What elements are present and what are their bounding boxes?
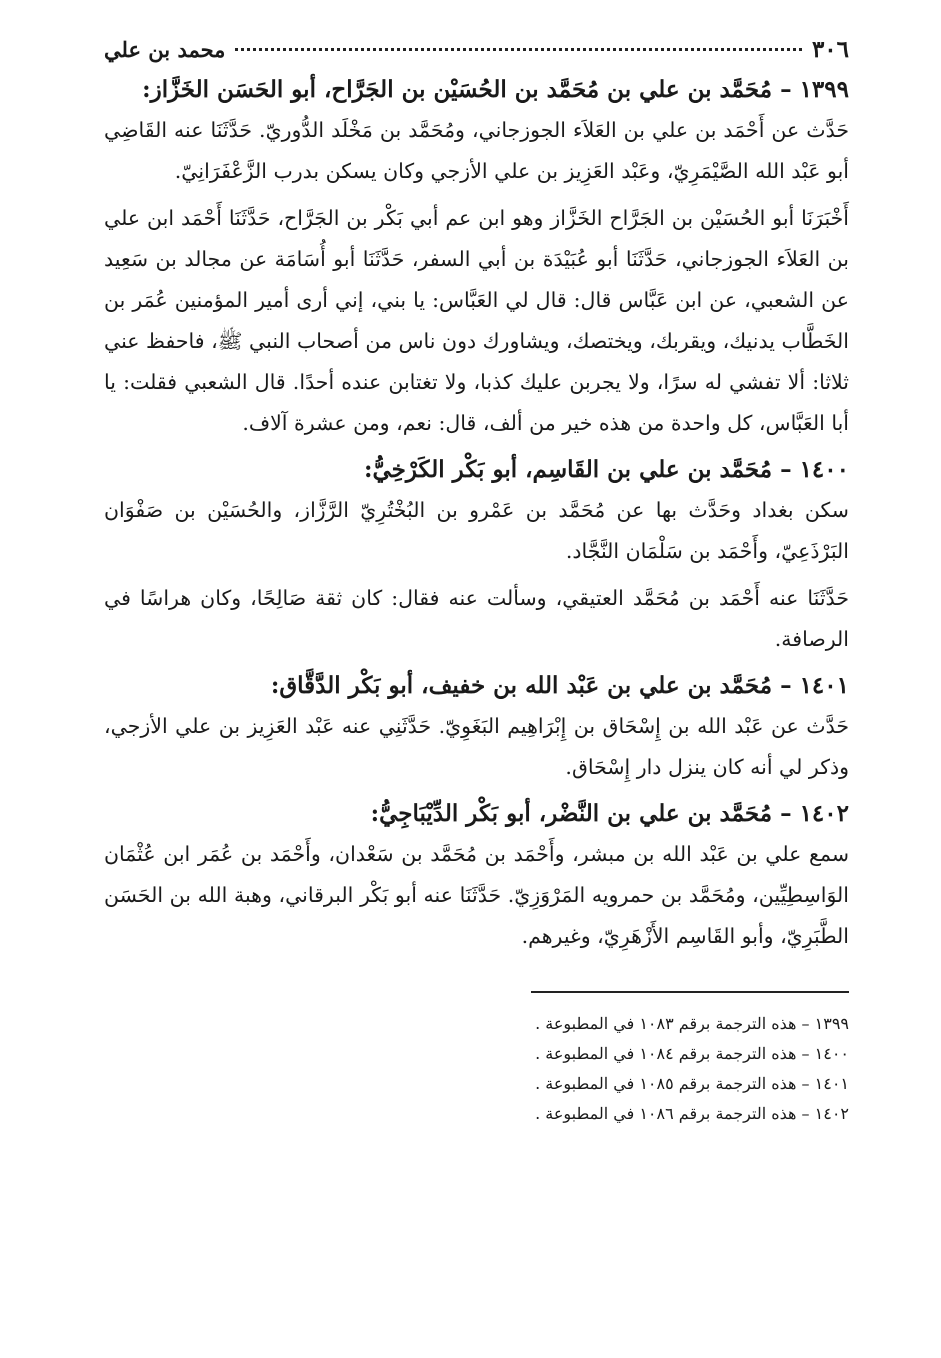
entry-paragraph: حَدَّثَنَا عنه أَحْمَد بن مُحَمَّد العتيقي، وسألت عنه فقال: كان ثقة صَالِحًا، وكان هراسًا في الرصافة. <box>104 586 849 651</box>
entry-title: – مُحَمَّد بن علي بن القَاسِم، أبو بَكْر الكَرْخِيُّ: <box>363 456 792 483</box>
entry-paragraph: سكن بغداد وحَدَّث بها عن مُحَمَّد بن عَمْرو بن البُخْتُرِيّ الرَّزَّاز، والحُسَيْن بن صَفْوَان البَرْذَعِيّ، وأَحْمَد بن سَلْمَان النَّجَّاد. <box>104 498 849 563</box>
footnote-divider <box>531 991 849 993</box>
entry-number: ١٣٩٩ <box>799 76 849 103</box>
entry-heading <box>104 794 849 834</box>
entry-title: – مُحَمَّد بن علي بن النَّضْر، أبو بَكْر الدِّيْبَاجِيُّ: <box>370 800 792 827</box>
entry-paragraph: سمع علي بن عَبْد الله بن مبشر، وأَحْمَد بن مُحَمَّد بن سَعْدان، وأَحْمَد بن عُمَر ابن عُثْمَان الوَاسِطِيِّين، ومُحَمَّد بن حمرويه المَرْوَزِيّ. حَدَّثَنَا عنه أبو بَكْر البرقاني، وهبة الله بن الحَسَن الطَّبَرِيّ، وأبو القَاسِم الأَزْهَرِيّ، وغيرهم. <box>104 842 849 948</box>
entry-title: – مُحَمَّد بن علي بن عَبْد الله بن خفيف، أبو بَكْر الدَّقَّاق: <box>270 672 792 699</box>
footnote: ١٤٠١ – هذه الترجمة برقم ١٠٨٥ في المطبوعة . <box>535 1074 849 1093</box>
entry-1400 <box>104 450 849 660</box>
footnotes <box>104 1009 849 1129</box>
entry-1402 <box>104 794 849 957</box>
running-head <box>104 30 849 70</box>
entry-heading <box>104 666 849 706</box>
entry-title: – مُحَمَّد بن علي بن مُحَمَّد بن الحُسَيْن بن الجَرَّاح، أبو الحَسَن الخَزَّاز: <box>142 76 792 103</box>
entry-paragraph: أَخْبَرَنَا أبو الحُسَيْن بن الجَرَّاح الخَزَّاز وهو ابن عم أبي بَكْر بن الجَرَّاح، حَدَّثَنَا أَحْمَد ابن علي بن العَلاَء الجوزجاني، حَدَّثَنَا أبو عُبَيْدَة بن أبي السفر، حَدَّثَنَا أبو أُسَامَة عن مجالد بن سَعِيد عن الشعبي، عن ابن عَبَّاس قال: قال لي العَبَّاس: يا بني، إني أرى أمير المؤمنين عُمَر بن الخَطَّاب يدنيك، ويقربك، ويختصك، ويشاورك دون ناس من أصحاب النبي ﷺ، فاحفظ عني ثلاثا: ألا تفشي له سرًا، ولا يجربن عليك كذبا، ولا تغتابن عنده أحدًا. قال الشعبي فقلت: يا أبا العَبَّاس، كل واحدة من هذه خير من ألف، قال: نعم، ومن عشرة آلاف. <box>104 206 849 435</box>
entry-paragraph: حَدَّث عن عَبْد الله بن إِسْحَاق بن إِبْرَاهِيم البَغَوِيّ. حَدَّثَنِي عنه عَبْد العَزِيز بن علي الأزجي، وذكر لي أنه كان ينزل دار إِسْحَاق. <box>104 714 849 779</box>
footnote: ١٣٩٩ – هذه الترجمة برقم ١٠٨٣ في المطبوعة . <box>535 1014 849 1033</box>
entry-1401 <box>104 666 849 788</box>
footnote: ١٤٠٢ – هذه الترجمة برقم ١٠٨٦ في المطبوعة . <box>535 1104 849 1123</box>
footnote: ١٤٠٠ – هذه الترجمة برقم ١٠٨٤ في المطبوعة . <box>535 1044 849 1063</box>
entry-heading <box>104 450 849 490</box>
entry-number: ١٤٠١ <box>799 672 849 699</box>
running-title: محمد بن علي <box>104 37 226 62</box>
page-number: ٣٠٦ <box>811 36 849 63</box>
entry-number: ١٤٠٠ <box>799 456 849 483</box>
entry-paragraph: حَدَّث عن أَحْمَد بن علي بن العَلاَء الجوزجاني، ومُحَمَّد بن مَخْلَد الدُّوريّ. حَدَّثَنَا عنه القَاضِي أبو عَبْد الله الصَّيْمَرِيّ، وعَبْد العَزِيز بن علي الأزجي وكان يسكن بدرب الزَّعْفَرَانِيّ. <box>104 118 849 183</box>
entry-heading <box>104 70 849 110</box>
leader-dots <box>235 48 802 51</box>
entry-1399 <box>104 70 849 444</box>
entry-number: ١٤٠٢ <box>799 800 849 827</box>
